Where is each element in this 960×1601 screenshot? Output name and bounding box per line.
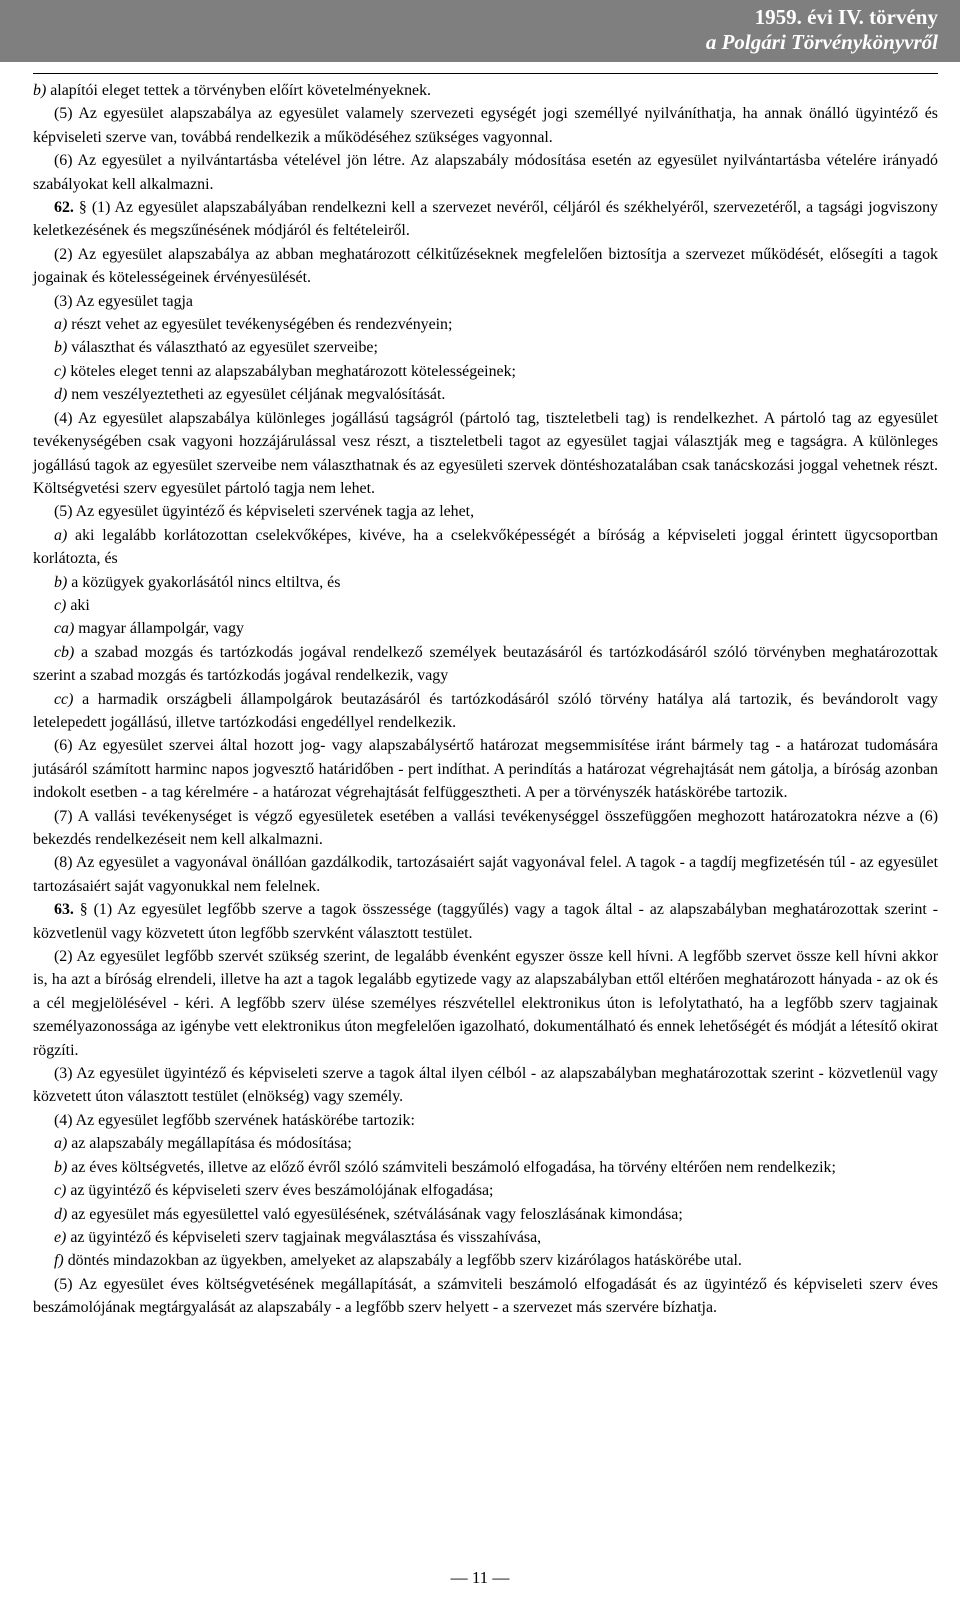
paragraph: [33, 243, 938, 290]
paragraph: [33, 79, 938, 102]
list-marker: a): [54, 526, 68, 544]
paragraph: [33, 500, 938, 523]
paragraph-text: (5) Az egyesület alapszabálya az egyesület valamely szervezeti egységét jogi személlyé nyilváníthatja, ha annak önálló ügyintéző és képviseleti szerve van, továbbá rendelkezik a működéséhez szükséges vagyonnal.: [33, 105, 938, 146]
list-marker: a): [54, 316, 68, 334]
list-marker: b): [54, 573, 68, 591]
list-marker: c): [54, 362, 67, 380]
header-title: 1959. évi IV. törvény: [754, 5, 938, 29]
list-marker: ca): [54, 620, 75, 638]
paragraph-text: a harmadik országbeli állampolgárok beutazásáról és tartózkodásáról szóló törvény hatálya alá tartozik, és bevándorolt vagy letelepedett jogállású, illetve tartózkodási engedéllyel rendelkezik.: [33, 690, 938, 731]
paragraph-text: § (1) Az egyesület alapszabályában rendelkezni kell a szervezet nevéről, céljáról és székhelyéről, szervezetéről, a tagsági jogviszony keletkezésének és megszűnésének módjáról és feltételeiről.: [33, 199, 938, 240]
list-marker: a): [54, 1135, 68, 1153]
paragraph: [33, 1226, 938, 1249]
paragraph-text: (2) Az egyesület legfőbb szervét szükség szerint, de legalább évenként egyszer össze kell hívni. A legfőbb szervet össze kell hívni akkor is, ha azt a bíróság elrendeli, illetve ha azt a tagok legalább egytizede vagy az alapszabályban ettől eltérően meghatározott hányada - az ok és a cél megjelölésével - kéri. A legfőbb szerv ülése személyes részvétellel elektronikus úton is lefolytatható, ha a legfőbb szerv tagjainak személyazonossága az igénybe vett elektronikus úton megfelelően igazolható, dokumentálható és ennek lehetőségét és módját a létesítő okirat rögzíti.: [33, 948, 938, 1059]
paragraph: [33, 1273, 938, 1320]
paragraph: [33, 1156, 938, 1179]
paragraph: [33, 1179, 938, 1202]
paragraph: [33, 102, 938, 149]
paragraph: [33, 1249, 938, 1272]
paragraph-text: (5) Az egyesület ügyintéző és képviseleti szervének tagja az lehet,: [54, 503, 475, 521]
section-number: 62.: [54, 199, 74, 217]
section-number: 63.: [54, 901, 74, 919]
list-marker: cc): [54, 690, 74, 708]
paragraph: [33, 149, 938, 196]
paragraph: [33, 290, 938, 313]
paragraph-text: (4) Az egyesület legfőbb szervének hatáskörébe tartozik:: [54, 1111, 415, 1129]
paragraph: [33, 617, 938, 640]
paragraph-text: a közügyek gyakorlásától nincs eltiltva, és: [67, 573, 341, 591]
document-header: [0, 0, 960, 62]
paragraph: [33, 688, 938, 735]
paragraph-text: az ügyintéző és képviseleti szerv éves beszámolójának elfogadása;: [66, 1182, 494, 1200]
list-marker: f): [54, 1252, 64, 1270]
paragraph: [33, 407, 938, 501]
paragraph: [33, 313, 938, 336]
paragraph: [33, 336, 938, 359]
list-marker: d): [54, 1205, 68, 1223]
document-body: [33, 79, 938, 1320]
paragraph: [33, 1203, 938, 1226]
paragraph: [33, 1062, 938, 1109]
paragraph-text: az egyesület más egyesülettel való egyesülésének, szétválásának vagy feloszlásának kimondása;: [67, 1205, 683, 1223]
paragraph: [33, 524, 938, 571]
paragraph-text: a szabad mozgás és tartózkodás jogával rendelkező személyek beutazásáról és tartózkodásáról szóló törvényben meghatározottak szerint a szabad mozgás és tartózkodás jogával rendelkezik, vagy: [33, 643, 938, 685]
paragraph-text: (7) A vallási tevékenységet is végző egyesületek esetében a vallási tevékenységgel összefüggően meghozott határozatokra nézve a (6) bekezdés rendelkezéseit nem kell alkalmazni.: [33, 807, 938, 848]
list-marker: e): [54, 1228, 67, 1246]
paragraph: [33, 360, 938, 383]
paragraph-text: (3) Az egyesület ügyintéző és képviseleti szerve a tagok által ilyen célból - az alapszabályban meghatározottak szerint - közvetlenül vagy közvetett úton választott testület (elnökség) vagy személy.: [33, 1065, 938, 1106]
paragraph: [33, 1132, 938, 1155]
paragraph: [33, 594, 938, 617]
list-marker: c): [54, 596, 67, 614]
paragraph-text: köteles eleget tenni az alapszabályban meghatározott kötelességeinek;: [66, 362, 516, 380]
header-divider: [33, 73, 938, 74]
paragraph-text: (2) Az egyesület alapszabálya az abban meghatározott célkitűzéseknek megfelelően biztosítja a szervezet működését, elősegíti a tagok jogainak és kötelességeinek érvényesülését.: [33, 245, 938, 287]
paragraph-text: részt vehet az egyesület tevékenységében és rendezvényein;: [67, 316, 453, 334]
list-marker: b): [54, 1158, 68, 1176]
paragraph: [33, 1109, 938, 1132]
list-marker: b): [33, 82, 47, 99]
paragraph: [33, 571, 938, 594]
list-marker: d): [54, 386, 68, 404]
paragraph-text: választhat és választható az egyesület szerveibe;: [67, 339, 378, 357]
paragraph-text: nem veszélyeztetheti az egyesület céljának megvalósítását.: [67, 386, 446, 404]
paragraph-text: (4) Az egyesület alapszabálya különleges jogállású tagságról (pártoló tag, tiszteletbeli tag) is rendelkezhet. A pártoló tag az egyesület tevékenységében csak vagyoni hozzájárulással vesz részt, a tiszteletbeli tagot az egyesület tagjai választják meg e tagságra. A különleges jogállású tagok az egyesület szerveibe nem választhatnak és az egyesületi szervek döntéshozatalában csak tanácskozási joggal vehetnek részt. Költségvetési szerv egyesület pártoló tagja nem lehet.: [33, 409, 938, 497]
paragraph-text: az ügyintéző és képviseleti szerv tagjainak megválasztása és visszahívása,: [66, 1228, 542, 1246]
paragraph: [33, 641, 938, 688]
paragraph: [33, 898, 938, 945]
paragraph-text: (5) Az egyesület éves költségvetésének megállapítását, a számviteli beszámoló elfogadását és az ügyintéző és képviseleti szerv éves beszámolójának megtárgyalását az alapszabály - a legfőbb szerv helyett - a szervezet más szervére bízhatja.: [33, 1275, 938, 1317]
paragraph: [33, 851, 938, 898]
paragraph: [33, 734, 938, 804]
list-marker: cb): [54, 643, 75, 661]
paragraph: [33, 383, 938, 406]
paragraph: [33, 196, 938, 243]
paragraph-text: aki legalább korlátozottan cselekvőképes, kivéve, ha a cselekvőképességét a bíróság a képviseleti joggal érintett ügycsoportban korlátozta, és: [33, 526, 938, 568]
paragraph-text: (6) Az egyesület szervei által hozott jog- vagy alapszabálysértő határozat megsemmisítése iránt bármely tag - a határozat tudomására jutásáról számított harminc napos jogvesztő határidőben - pert indíthat. A perindítás a határozat végrehajtását nem gátolja, a bíróság azonban indokolt esetben - a tag kérelmére - a határozat végrehajtását felfüggesztheti. A per a törvényszék hatáskörébe tartozik.: [33, 737, 938, 802]
page-number: — 11 —: [450, 1568, 510, 1587]
list-marker: b): [54, 339, 68, 357]
paragraph-text: döntés mindazokban az ügyekben, amelyeket az alapszabály a legfőbb szerv kizárólagos hatáskörébe utal.: [63, 1252, 742, 1270]
paragraph: [33, 805, 938, 852]
paragraph-text: az alapszabály megállapítása és módosítása;: [67, 1135, 352, 1153]
paragraph-text: aki: [66, 596, 90, 614]
paragraph-text: magyar állampolgár, vagy: [74, 620, 244, 638]
paragraph-text: (3) Az egyesület tagja: [54, 292, 193, 310]
paragraph: [33, 945, 938, 1062]
paragraph-text: (8) Az egyesület a vagyonával önállóan gazdálkodik, tartozásaiért saját vagyonával felel. A tagok - a tagdíj megfizetésén túl - az egyesület tartozásaiért saját vagyonukkal nem felelnek.: [33, 854, 938, 895]
paragraph-text: alapítói eleget tettek a törvényben előírt követelményeknek.: [46, 82, 432, 99]
paragraph-text: (6) Az egyesület a nyilvántartásba vételével jön létre. Az alapszabály módosítása esetén az egyesület nyilvántartásba vételére irányadó szabályokat kell alkalmazni.: [33, 152, 938, 193]
paragraph-text: az éves költségvetés, illetve az előző évről szóló számviteli beszámoló elfogadása, ha törvény eltérően nem rendelkezik;: [67, 1158, 836, 1176]
header-subtitle: a Polgári Törvénykönyvről: [705, 30, 938, 54]
list-marker: c): [54, 1182, 67, 1200]
paragraph-text: § (1) Az egyesület legfőbb szerve a tagok összessége (taggyűlés) vagy a tagok által - az alapszabályban meghatározottak szerint - közvetlenül vagy közvetett úton legfőbb szervként választott testület.: [33, 901, 938, 942]
